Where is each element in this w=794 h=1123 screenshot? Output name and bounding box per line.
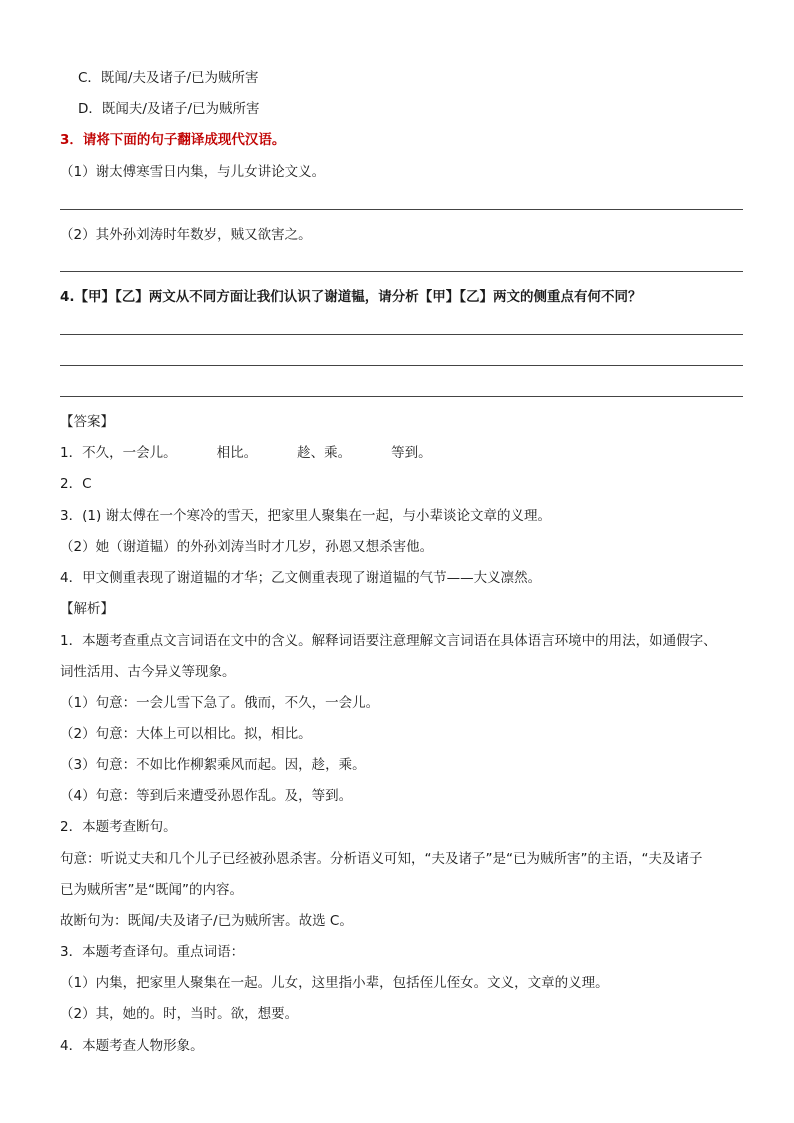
answer-line (60, 209, 743, 210)
answer-line (60, 365, 743, 366)
answer-line (60, 271, 743, 272)
analysis-1-line-1: 1．本题考查重点文言词语在文中的含义。解释词语要注意理解文言词语在具体语言环境中的用法，如通假字、 (60, 633, 717, 649)
analysis-4: 4．本题考查人物形象。 (60, 1038, 204, 1054)
answer-2: 2．C (60, 476, 92, 492)
analysis-1-sub-3: （3）句意：不如比作柳絮乘风而起。因，趁，乘。 (60, 757, 366, 773)
answer-1-part-1: 1．不久，一会儿。 (60, 445, 177, 461)
analysis-1-line-2: 词性活用、古今异义等现象。 (60, 664, 236, 680)
analysis-2-line-2: 已为贼所害”是“既闻”的内容。 (60, 882, 243, 898)
question-3-item-2: （2）其外孙刘涛时年数岁，贼又欲害之。 (60, 227, 312, 243)
analysis-2-line-1: 句意：听说丈夫和几个儿子已经被孙恩杀害。分析语义可知，“夫及诸子”是“已为贼所害”的主语，“夫及诸子 (60, 851, 703, 867)
answer-1-part-2: 相比。 (216, 445, 258, 461)
answer-line (60, 334, 743, 335)
answer-line (60, 396, 743, 397)
analysis-3-sub-2: （2）其，她的。时，当时。欲，想要。 (60, 1006, 299, 1022)
question-3-title: 3．请将下面的句子翻译成现代汉语。 (60, 132, 286, 148)
analysis-1-sub-2: （2）句意：大体上可以相比。拟，相比。 (60, 726, 312, 742)
answer-heading: 【答案】 (60, 414, 114, 430)
analysis-heading: 【解析】 (60, 601, 114, 617)
option-c: C．既闻/夫及诸子/已为贼所害 (78, 70, 259, 86)
analysis-1-sub-4: （4）句意：等到后来遭受孙恩作乱。及，等到。 (60, 788, 353, 804)
question-4-title: 4.【甲】【乙】两文从不同方面让我们认识了谢道韫，请分析【甲】【乙】两文的侧重点有何不同？ (60, 289, 642, 305)
answer-3-2: （2）她（谢道韫）的外孙刘涛当时才几岁，孙恩又想杀害他。 (60, 539, 434, 555)
analysis-2-line-3: 故断句为：既闻/夫及诸子/已为贼所害。故选 C。 (60, 913, 353, 929)
answer-1-part-3: 趁、乘。 (297, 445, 352, 461)
answer-3-1: 3．(1) 谢太傅在一个寒冷的雪天，把家里人聚集在一起，与小辈谈论文章的义理。 (60, 508, 552, 524)
answer-1 (60, 444, 432, 462)
analysis-3: 3．本题考查译句。重点词语： (60, 944, 245, 960)
analysis-2: 2．本题考查断句。 (60, 819, 177, 835)
option-d: D．既闻夫/及诸子/已为贼所害 (78, 101, 260, 117)
analysis-1-sub-1: （1）句意：一会儿雪下急了。俄而，不久，一会儿。 (60, 695, 380, 711)
answer-1-part-4: 等到。 (391, 445, 432, 461)
answer-4: 4．甲文侧重表现了谢道韫的才华；乙文侧重表现了谢道韫的气节——大义凛然。 (60, 570, 542, 586)
analysis-3-sub-1: （1）内集，把家里人聚集在一起。儿女，这里指小辈，包括侄儿侄女。文义，文章的义理。 (60, 975, 609, 991)
question-3-item-1: （1）谢太傅寒雪日内集，与儿女讲论文义。 (60, 164, 326, 180)
